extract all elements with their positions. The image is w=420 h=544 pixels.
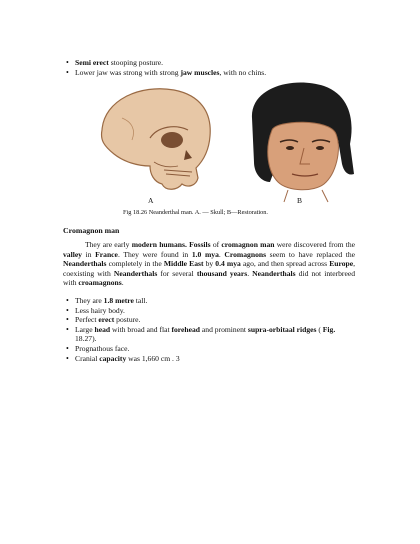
paragraph-run: .	[218, 249, 225, 259]
list-item	[63, 58, 363, 68]
paragraph-run: ago, and then spread across	[240, 259, 330, 269]
bold-term: Fig.	[322, 324, 336, 334]
list-text: tall.	[133, 296, 148, 305]
list-item	[63, 315, 355, 325]
restoration-drawing	[252, 83, 354, 202]
bold-term: supra-orbitaal ridges	[247, 324, 317, 334]
skull-drawing	[102, 89, 211, 190]
bold-term: erect	[98, 315, 115, 325]
paragraph-run: , coexisting with	[63, 259, 356, 278]
bold-term: 1.8 metre	[103, 296, 134, 305]
bold-term: Neanderthals	[252, 268, 296, 278]
list-text: 18.27).	[75, 334, 97, 344]
paragraph-run: .	[121, 278, 124, 288]
bold-term: Neanderthals	[113, 268, 158, 278]
paragraph-run: in	[81, 249, 96, 259]
bold-term: Cromagnons	[224, 249, 267, 259]
paragraph-run: by	[203, 259, 216, 269]
bold-term: Middle East	[163, 259, 204, 269]
paragraph-run: completely in the	[106, 259, 164, 269]
list-text: Large	[75, 324, 95, 334]
list-text: (	[316, 324, 323, 334]
paragraph-text	[63, 240, 355, 288]
bold-term: Neanderthals	[63, 259, 107, 269]
bold-term: croamagnons	[78, 278, 122, 288]
list-text: Perfect	[75, 315, 99, 325]
bold-term: thousand years	[196, 268, 248, 278]
list-text: stooping posture.	[108, 58, 164, 67]
bold-term: 1.0 mya	[191, 249, 219, 259]
paragraph-run: seem to have replaced the	[266, 249, 356, 259]
list-text: Less hairy body.	[75, 305, 125, 315]
paragraph-run: . They were found in	[117, 249, 192, 259]
list-text: Cranial	[75, 353, 100, 363]
neanderthal-figure	[92, 78, 362, 218]
list-text: They are	[75, 296, 104, 305]
paragraph-run: of	[210, 240, 222, 249]
bold-term: Fossils	[189, 240, 211, 249]
bold-term: Europe	[329, 259, 354, 269]
list-item	[63, 325, 355, 344]
bold-term: modern humans.	[131, 240, 187, 249]
bold-term: 0.4 mya	[215, 259, 241, 269]
paragraph-run: They are early	[85, 240, 132, 249]
cromagnon-paragraph	[63, 240, 355, 288]
neanderthal-traits-list	[63, 58, 363, 77]
list-item	[63, 354, 355, 364]
list-text: was 1,660 cm . 3	[126, 353, 180, 363]
bold-term: cromagnon man	[221, 240, 275, 249]
list-item	[63, 344, 355, 354]
figure-illustration	[92, 78, 362, 203]
bold-term: capacity	[99, 353, 127, 363]
paragraph-run: for several	[157, 268, 197, 278]
list-item	[63, 296, 355, 306]
paragraph-run: were discovered from the	[274, 240, 356, 249]
list-text: posture.	[114, 315, 141, 325]
paragraph-run: .	[247, 268, 253, 278]
section-heading: Cromagnon man	[63, 226, 120, 235]
list-text: and prominent	[200, 324, 248, 334]
bold-term: head	[94, 324, 111, 334]
list-item	[63, 68, 363, 78]
list-text: , with no chins.	[219, 67, 267, 77]
figure-caption: Fig 18.26 Neanderthal man. A. — Skull; B—Restoration.	[123, 209, 268, 216]
bold-term: jaw muscles	[180, 67, 220, 77]
list-text: with broad and flat	[110, 324, 172, 334]
bold-term: forehead	[171, 324, 201, 334]
bold-term: valley	[63, 249, 82, 259]
figure-label-a: A	[148, 196, 154, 205]
list-text: Lower jaw was strong with strong	[75, 67, 181, 77]
paragraph-run: did not interbreed with	[63, 268, 355, 288]
cromagnon-traits-list	[63, 296, 355, 363]
bold-term: France	[95, 249, 118, 259]
list-text: Prognathous face.	[75, 343, 130, 353]
list-item	[63, 306, 355, 316]
figure-label-b: B	[297, 196, 303, 205]
bold-term: Semi erect	[75, 58, 109, 67]
